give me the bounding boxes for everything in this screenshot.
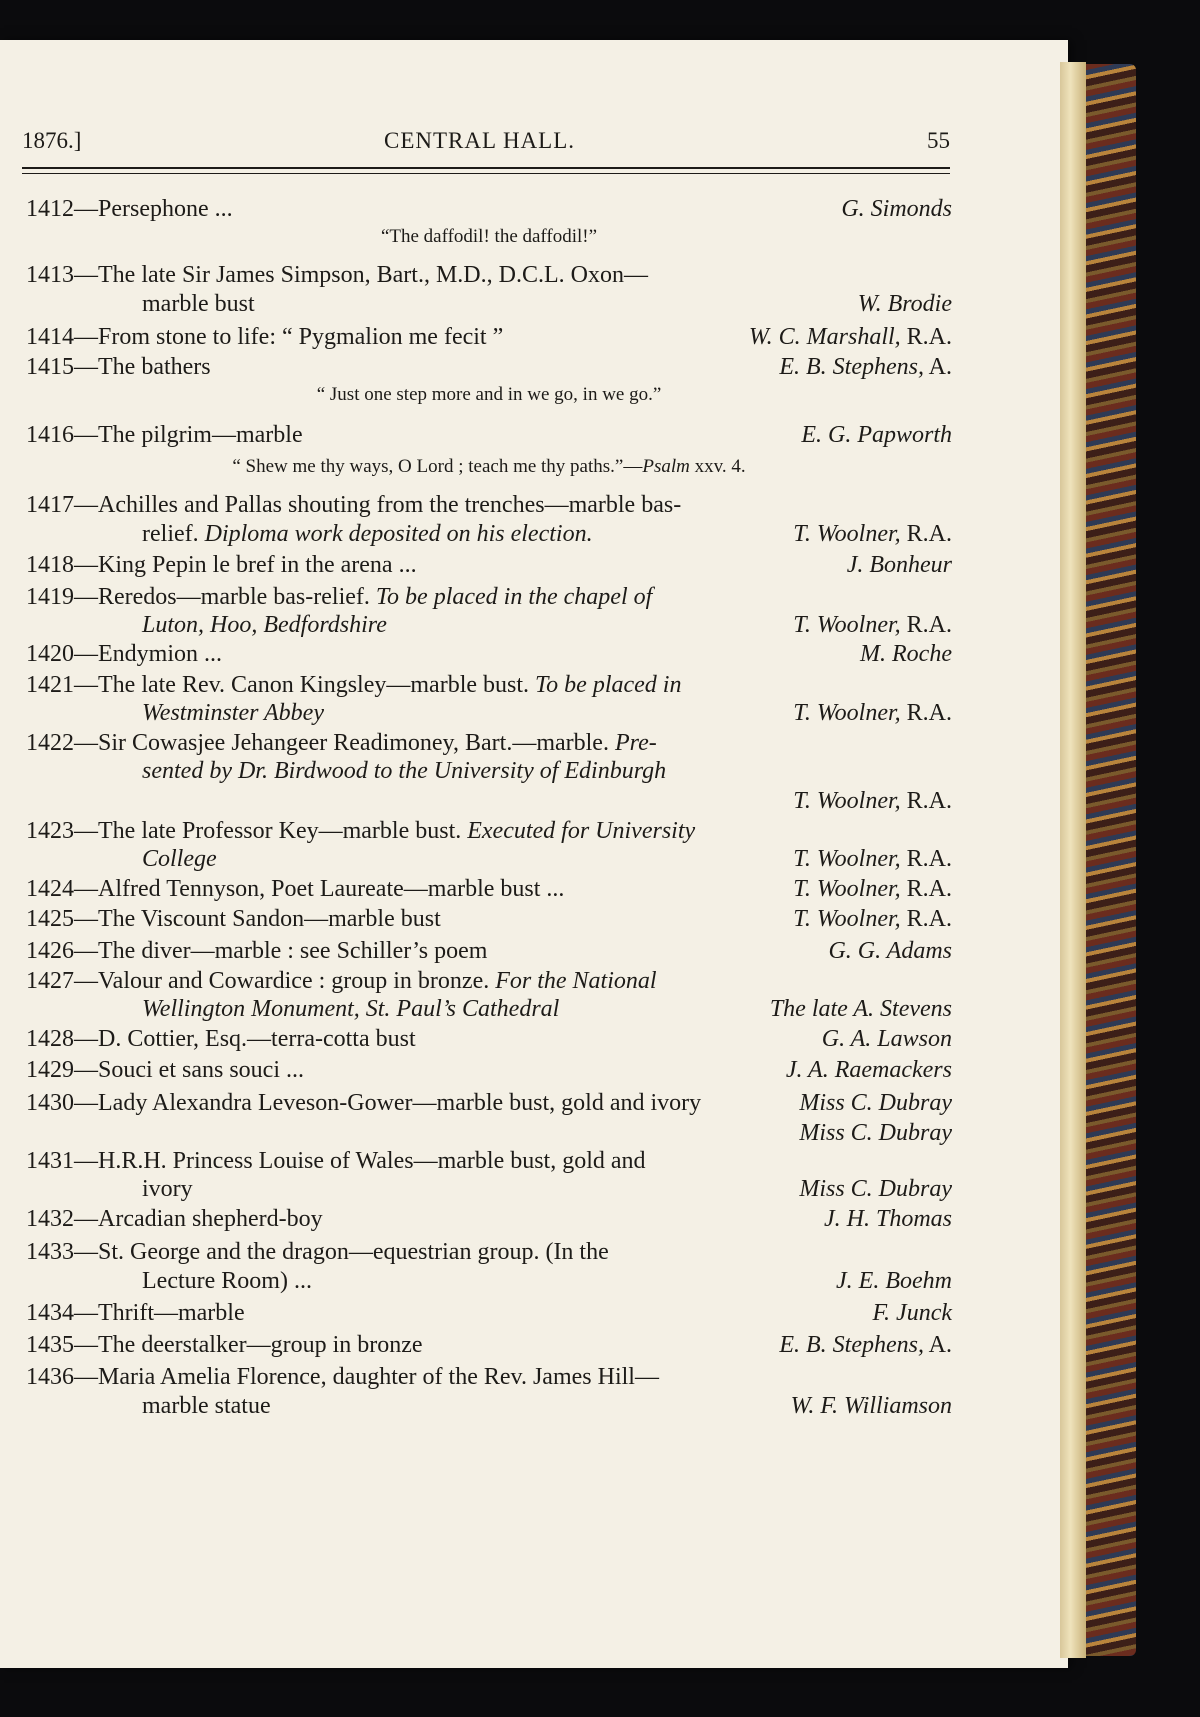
artist-suffix: R.A. — [900, 324, 952, 350]
entry-title: Persephone ... — [98, 196, 233, 222]
artist-name: T. Woolner, — [793, 700, 901, 726]
artist-name: E. B. Stephens, — [779, 1332, 924, 1358]
continuation-text: Lecture Room) ... — [142, 1268, 312, 1294]
entry-artist — [793, 700, 952, 727]
entry-number: 1420 — [26, 641, 74, 667]
artist-name: J. H. Thomas — [823, 1206, 952, 1232]
entry-dash: — — [74, 1300, 98, 1326]
entry-dash: — — [74, 1026, 98, 1052]
entry-number: 1417 — [26, 492, 74, 518]
catalogue-entry — [26, 1090, 952, 1120]
entry-title: Maria Amelia Florence, daughter of the Rev. James Hill— — [98, 1364, 659, 1390]
artist-name: J. Bonheur — [846, 552, 952, 578]
entry-artist — [828, 938, 952, 965]
entry-title: Endymion ... — [98, 641, 222, 667]
entry-continuation — [26, 1393, 952, 1423]
catalogue-entry — [26, 1332, 952, 1362]
artist-name: E. B. Stephens, — [779, 354, 924, 380]
entry-title: Thrift—marble — [98, 1300, 245, 1326]
entry-artist — [799, 1120, 952, 1147]
entry-title: Achilles and Pallas shouting from the trenches—marble bas- — [98, 492, 682, 518]
entry-dash: — — [74, 641, 98, 667]
continuation-note: Westminster Abbey — [142, 700, 324, 726]
catalogue-entry — [26, 422, 952, 452]
entry-title: From stone to life: “ Pygmalion me fecit ” — [98, 324, 504, 350]
entry-number: 1421 — [26, 672, 74, 698]
entry-artist — [793, 788, 952, 815]
artist-name: Miss C. Dubray — [799, 1120, 952, 1146]
entry-dash: — — [74, 354, 98, 380]
artist-suffix: R.A. — [900, 700, 952, 726]
entry-dash: — — [74, 906, 98, 932]
entry-artist — [749, 324, 952, 351]
entry-number: 1436 — [26, 1364, 74, 1390]
entry-quotation — [26, 226, 952, 250]
artist-name: W. F. Williamson — [790, 1393, 952, 1419]
entry-continuation — [26, 1268, 952, 1298]
entry-number: 1415 — [26, 354, 74, 380]
artist-name: J. A. Raemackers — [785, 1057, 952, 1083]
entry-title: H.R.H. Princess Louise of Wales—marble bust, gold and — [98, 1148, 646, 1174]
entry-artist-line — [26, 1120, 952, 1150]
running-header — [22, 128, 950, 158]
entry-artist — [793, 876, 952, 903]
entry-title: The Viscount Sandon—marble bust — [98, 906, 441, 932]
entry-note: Pre- — [614, 730, 657, 756]
catalogue-entry — [26, 1206, 952, 1236]
entry-title: Arcadian shepherd-boy — [98, 1206, 323, 1232]
entry-continuation — [26, 291, 952, 321]
entry-dash: — — [74, 876, 98, 902]
continuation-note: sented by Dr. Birdwood to the University of Edinburgh — [142, 758, 667, 784]
continuation-note: College — [142, 846, 217, 872]
artist-name: T. Woolner, — [793, 846, 901, 872]
artist-name: G. G. Adams — [828, 938, 952, 964]
catalogue-entry — [26, 1239, 952, 1269]
page-number: 55 — [927, 128, 950, 153]
entry-artist — [793, 612, 952, 639]
entry-title: St. George and the dragon—equestrian group. (In the — [98, 1239, 609, 1265]
entry-note: For the National — [495, 968, 657, 994]
entry-continuation — [26, 846, 952, 876]
entry-dash: — — [74, 584, 98, 610]
entry-title: The late Sir James Simpson, Bart., M.D., D.C.L. Oxon— — [98, 262, 648, 288]
quote-text: “The daffodil! the daffodil!” — [380, 226, 598, 247]
entry-artist — [841, 196, 952, 223]
catalogue-entry — [26, 1300, 952, 1330]
entry-number: 1419 — [26, 584, 74, 610]
page-edges — [1060, 62, 1086, 1658]
entry-artist — [779, 354, 952, 381]
entry-title: The bathers — [98, 354, 211, 380]
entry-artist — [799, 1090, 952, 1117]
entry-title: Alfred Tennyson, Poet Laureate—marble bust ... — [98, 876, 565, 902]
continuation-note: Wellington Monument, St. Paul’s Cathedral — [142, 996, 560, 1022]
entry-title: Souci et sans souci ... — [98, 1057, 304, 1083]
catalogue-entry — [26, 196, 952, 226]
entry-number: 1413 — [26, 262, 74, 288]
catalogue-entry — [26, 552, 952, 582]
entry-artist — [801, 422, 952, 449]
artist-name: T. Woolner, — [793, 612, 901, 638]
catalogue-entry — [26, 938, 952, 968]
entry-continuation — [26, 521, 952, 551]
catalogue-entry — [26, 584, 952, 614]
entry-artist — [872, 1300, 952, 1327]
catalogue-entry — [26, 818, 952, 848]
entry-number: 1428 — [26, 1026, 74, 1052]
entry-title: King Pepin le bref in the arena ... — [98, 552, 417, 578]
entry-title: Lady Alexandra Leveson-Gower—marble bust, gold and ivory — [98, 1090, 702, 1116]
entry-number: 1422 — [26, 730, 74, 756]
entry-note: Executed for University — [467, 818, 696, 844]
entry-number: 1424 — [26, 876, 74, 902]
quote-source: Psalm — [642, 456, 690, 477]
entry-artist — [822, 1026, 952, 1053]
entry-artist-line — [26, 788, 952, 818]
artist-suffix: R.A. — [900, 846, 952, 872]
entry-quotation — [26, 456, 952, 480]
entry-dash: — — [74, 1148, 98, 1174]
entry-dash: — — [74, 938, 98, 964]
entry-title: Valour and Cowardice : group in bronze. — [98, 968, 496, 994]
entry-note: To be placed in the chapel of — [375, 584, 653, 610]
quote-text: “ Shew me thy ways, O Lord ; teach me thy paths.”— — [232, 456, 643, 477]
entry-continuation — [26, 700, 952, 730]
entry-artist — [793, 906, 952, 933]
entry-artist — [824, 1206, 952, 1233]
artist-name: Miss C. Dubray — [799, 1090, 952, 1116]
marbled-book-edge — [1086, 64, 1136, 1656]
artist-suffix: R.A. — [900, 521, 952, 547]
entry-artist — [793, 846, 952, 873]
entry-artist — [858, 291, 952, 318]
entry-dash: — — [74, 1206, 98, 1232]
artist-name: W. C. Marshall, — [748, 324, 901, 350]
entry-dash: — — [74, 968, 98, 994]
entry-number: 1434 — [26, 1300, 74, 1326]
entry-artist — [860, 641, 952, 668]
artist-name: J. E. Boehm — [836, 1268, 952, 1294]
continuation-text: ivory — [142, 1176, 193, 1202]
entry-continuation — [26, 996, 952, 1026]
artist-suffix: R.A. — [900, 788, 952, 814]
entry-continuation — [26, 758, 952, 788]
entry-number: 1426 — [26, 938, 74, 964]
catalogue-entry — [26, 876, 952, 906]
catalogue-entry — [26, 968, 952, 998]
catalogue-entry — [26, 1057, 952, 1087]
catalogue-entry — [26, 324, 952, 354]
entry-artist — [770, 996, 952, 1023]
entry-dash: — — [74, 422, 98, 448]
artist-name: G. Simonds — [841, 196, 952, 222]
continuation-text: marble bust — [142, 291, 255, 317]
artist-name: M. Roche — [860, 641, 952, 667]
continuation-note: Luton, Hoo, Bedfordshire — [142, 612, 387, 638]
entry-dash: — — [74, 552, 98, 578]
artist-name: The late A. Stevens — [769, 996, 952, 1022]
entry-artist — [791, 1393, 952, 1420]
artist-suffix: R.A. — [900, 876, 952, 902]
entry-title: The pilgrim—marble — [98, 422, 303, 448]
continuation-text: relief. — [142, 521, 205, 547]
catalogue-entry — [26, 1026, 952, 1056]
catalogue-entry — [26, 492, 952, 522]
entry-number: 1416 — [26, 422, 74, 448]
entry-number: 1423 — [26, 818, 74, 844]
catalogue-entry — [26, 354, 952, 384]
artist-suffix: R.A. — [900, 906, 952, 932]
entry-artist — [836, 1268, 952, 1295]
entry-quotation — [26, 384, 952, 408]
artist-name: E. G. Papworth — [801, 422, 952, 448]
artist-name: Miss C. Dubray — [799, 1176, 952, 1202]
entry-dash: — — [74, 196, 98, 222]
entry-number: 1425 — [26, 906, 74, 932]
entry-dash: — — [74, 818, 98, 844]
entry-artist — [847, 552, 952, 579]
header-year: 1876.] — [22, 128, 82, 153]
entry-title: The late Professor Key—marble bust. — [98, 818, 468, 844]
artist-suffix: A. — [923, 354, 952, 380]
entry-dash: — — [74, 1239, 98, 1265]
entry-artist — [779, 1332, 952, 1359]
entry-number: 1435 — [26, 1332, 74, 1358]
continuation-text: marble statue — [142, 1393, 271, 1419]
artist-name: T. Woolner, — [793, 521, 901, 547]
catalogue-entry — [26, 1148, 952, 1178]
entry-number: 1418 — [26, 552, 74, 578]
catalogue-entry — [26, 1364, 952, 1394]
catalogue-entry — [26, 262, 952, 292]
catalogue-entry — [26, 672, 952, 702]
entry-title: Reredos—marble bas-relief. — [98, 584, 376, 610]
artist-suffix: A. — [923, 1332, 952, 1358]
entry-title: The late Rev. Canon Kingsley—marble bust. — [98, 672, 536, 698]
entry-dash: — — [74, 324, 98, 350]
entry-number: 1412 — [26, 196, 74, 222]
continuation-note: Diploma work deposited on his election. — [204, 521, 593, 547]
entry-title: D. Cottier, Esq.—terra-cotta bust — [98, 1026, 416, 1052]
entry-dash: — — [74, 262, 98, 288]
entry-note: To be placed in — [535, 672, 682, 698]
entry-dash: — — [74, 1332, 98, 1358]
artist-name: T. Woolner, — [793, 876, 901, 902]
entry-title: Sir Cowasjee Jehangeer Readimoney, Bart.—marble. — [98, 730, 615, 756]
entry-dash: — — [74, 672, 98, 698]
artist-name: W. Brodie — [857, 291, 952, 317]
header-title: CENTRAL HALL. — [384, 128, 576, 153]
entry-title: The deerstalker—group in bronze — [98, 1332, 423, 1358]
entry-continuation — [26, 1176, 952, 1206]
entry-number: 1427 — [26, 968, 74, 994]
entry-number: 1430 — [26, 1090, 74, 1116]
entry-number: 1432 — [26, 1206, 74, 1232]
entry-title: The diver—marble : see Schiller’s poem — [98, 938, 488, 964]
artist-name: T. Woolner, — [793, 906, 901, 932]
entry-artist — [799, 1176, 952, 1203]
entry-dash: — — [74, 492, 98, 518]
entry-number: 1433 — [26, 1239, 74, 1265]
entry-number: 1431 — [26, 1148, 74, 1174]
entry-dash: — — [74, 1364, 98, 1390]
catalogue-entry — [26, 730, 952, 760]
entry-artist — [793, 521, 952, 548]
artist-name: F. Junck — [872, 1300, 952, 1326]
entry-continuation — [26, 612, 952, 642]
entry-dash: — — [74, 1090, 98, 1116]
artist-suffix: R.A. — [900, 612, 952, 638]
catalogue-entry — [26, 906, 952, 936]
entry-dash: — — [74, 730, 98, 756]
header-rule-thin — [22, 173, 950, 174]
quote-ref: xxv. 4. — [689, 456, 746, 477]
header-rule — [22, 167, 950, 169]
entry-number: 1429 — [26, 1057, 74, 1083]
entry-number: 1414 — [26, 324, 74, 350]
artist-name: G. A. Lawson — [821, 1026, 952, 1052]
quote-text: “ Just one step more and in we go, in we go.” — [316, 384, 662, 405]
entry-artist — [786, 1057, 952, 1084]
entry-dash: — — [74, 1057, 98, 1083]
catalogue-entry — [26, 641, 952, 671]
artist-name: T. Woolner, — [793, 788, 901, 814]
